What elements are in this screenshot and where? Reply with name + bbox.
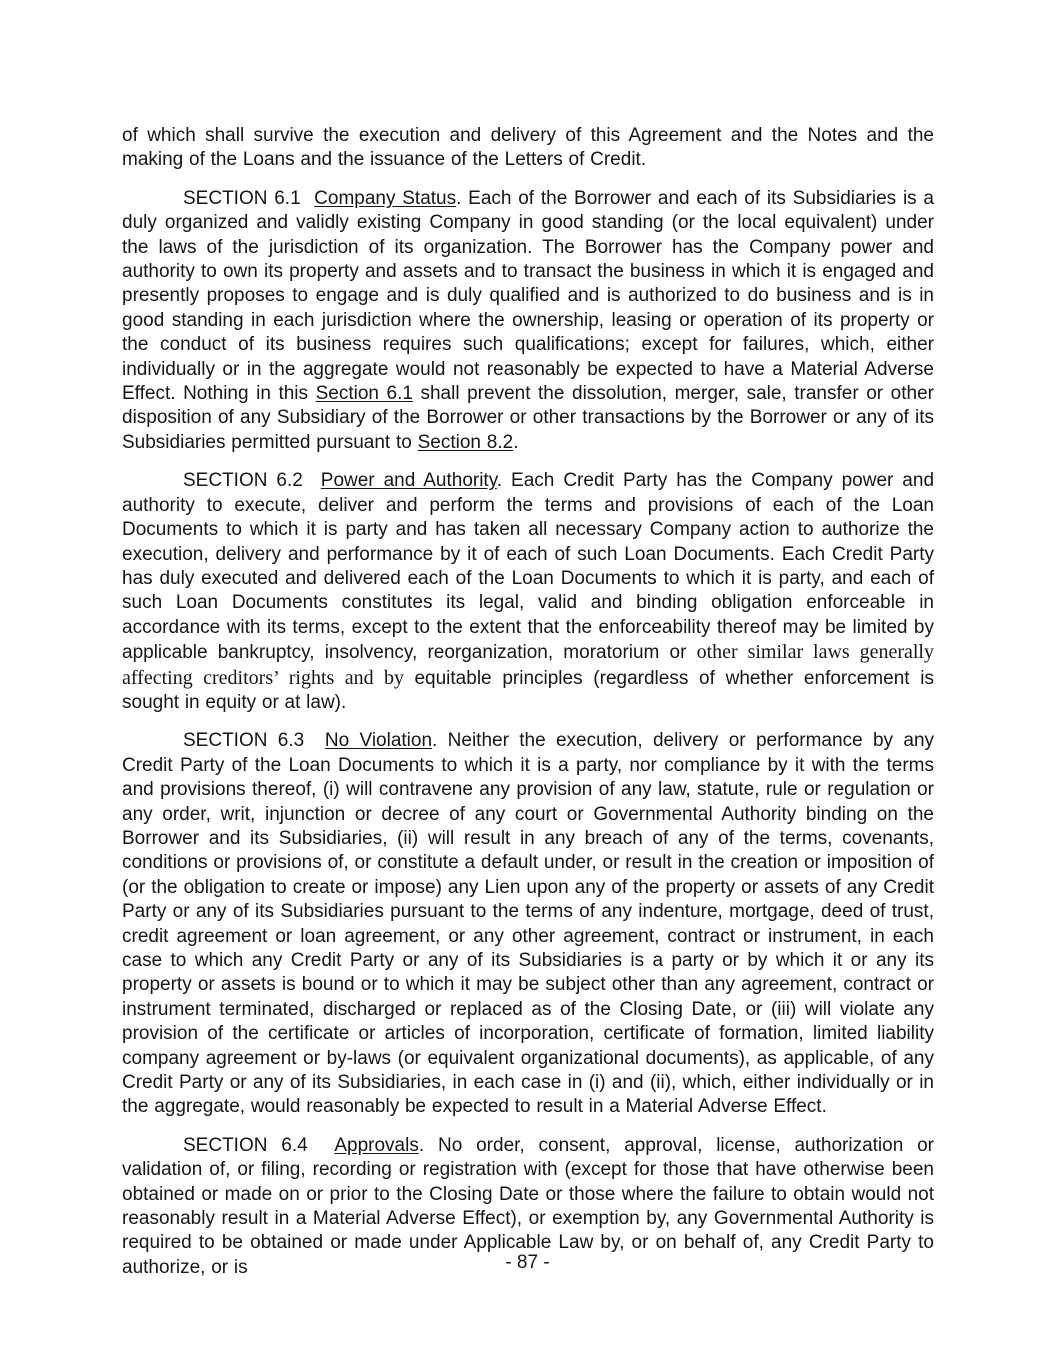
paragraph (122, 729, 934, 1120)
section-heading: Power and Authority (320, 470, 497, 492)
text-run: . Each of the Borrower and each of its Subsidiaries is a duly organized and validly existing Company in good standing (or the local equivalent) under the laws of the jurisdiction of its organization. The Borrower has the Company power and authority to own its property and assets and to transact the business in which it is engaged and presently proposes to engage and is duly qualified and is authorized to do business and is in good standing in each jurisdiction where the ownership, leasing or operation of its property or the conduct of its business requires such qualifications; except for failures, which, either individually or in the aggregate would not reasonably be expected to have a Material Adverse Effect. Nothing in this (122, 187, 934, 405)
text-run: of which shall survive the execution and delivery of this Agreement and the Notes and the making of the Loans and the issuance of the Letters of Credit. (122, 125, 934, 171)
text-run: shall prevent the dissolution, merger, sale, transfer or other disposition of any Subsidiary of the Borrower or other transactions by the Borrower or any of its Subsidiaries permitted pursuant to (122, 383, 934, 453)
text-run: other similar laws generally affecting creditors’ rights and by (122, 641, 934, 689)
text-run: SECTION 6.1 (183, 187, 315, 209)
text-run: SECTION 6.2 (183, 470, 321, 492)
section-heading: Section 6.1 (315, 383, 413, 405)
section-heading: Approvals (334, 1134, 419, 1156)
text-run: . (513, 431, 519, 453)
text-run: . Each Credit Party has the Company power and authority to execute, deliver and perform the terms and provisions of each of the Loan Documents to which it is party and has taken all necessary Company action to authorize the execution, delivery and performance by it of each of such Loan Documents. Each Credit Party has duly executed and delivered each of the Loan Documents to which it is party, and each of such Loan Documents constitutes its legal, valid and binding obligation enforceable in accordance with its terms, except to the extent that the enforceability thereof may be limited by applicable bankruptcy, insolvency, reorganization, moratorium or (122, 470, 935, 664)
text-run: equitable principles (regardless of whether enforcement is sought in equity or at law). (122, 667, 934, 713)
section-heading: Company Status (314, 187, 457, 209)
text-run: SECTION 6.3 (183, 730, 325, 752)
section-heading: Section 8.2 (417, 431, 514, 453)
section-heading: No Violation (324, 730, 433, 752)
paragraph (122, 124, 934, 173)
paragraph (122, 469, 934, 715)
text-run: . Neither the execution, delivery or performance by any Credit Party of the Loan Documents to which it is a party, nor compliance by it with the terms and provisions thereof, (i) will contravene any provision of any law, statute, rule or regulation or any order, writ, injunction or decree of any court or Governmental Authority binding on the Borrower and its Subsidiaries, (ii) will result in any breach of any of the terms, covenants, conditions or provisions of, or constitute a default under, or result in the creation or imposition of (or the obligation to create or impose) any Lien upon any of the property or assets of any Credit Party or any of its Subsidiaries pursuant to the terms of any indenture, mortgage, deed of trust, credit agreement or loan agreement, or any other agreement, contract or instrument, in each case to which any Credit Party or any of its Subsidiaries is a party or by which it or any its property or assets is bound or to which it may be subject other than any agreement, contract or instrument terminated, discharged or replaced as of the Closing Date, or (iii) will violate any provision of the certificate or articles of incorporation, certificate of formation, limited liability company agreement or by-laws (or equivalent organizational documents), as applicable, of any Credit Party or any of its Subsidiaries, in each case in (i) and (ii), which, either individually or in the aggregate, would reasonably be expected to result in a Material Adverse Effect. (122, 730, 935, 1118)
document-body (122, 124, 934, 1294)
paragraph (122, 187, 934, 455)
text-run: SECTION 6.4 (183, 1134, 335, 1156)
page-number: - 87 - (505, 1252, 550, 1273)
text-run: . No order, consent, approval, license, authorization or validation of, or filing, recording or registration with (except for those that have otherwise been obtained or made on or prior to the Closing Date or those where the failure to obtain would not reasonably result in a Material Adverse Effect), or exemption by, any Governmental Authority is required to be obtained or made under Applicable Law by, or on behalf of, any Credit Party to authorize, or is (122, 1134, 935, 1278)
